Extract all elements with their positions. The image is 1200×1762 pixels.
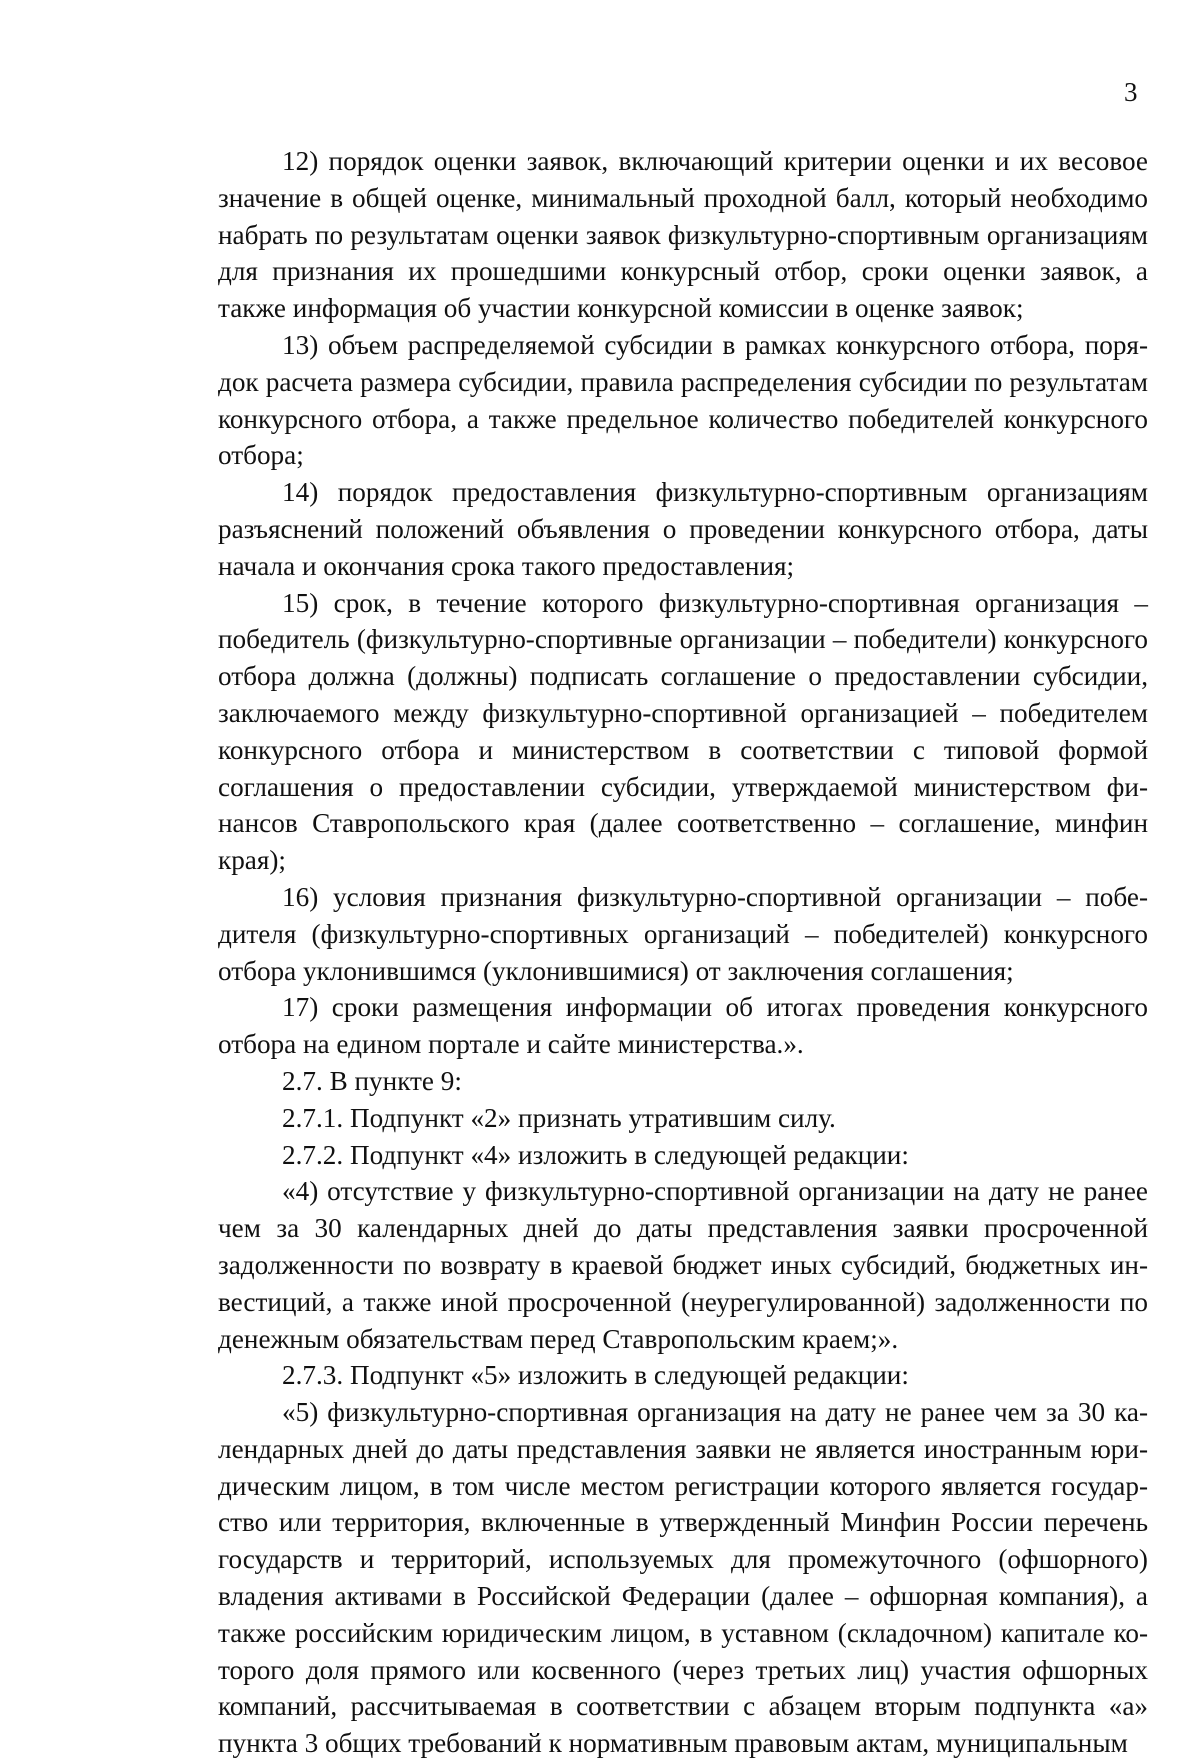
paragraph-item-15: 15) срок, в течение которого физкультурно-спортивная организация – победитель (физкультурно-спортивные организации – победители) конкурсного отбора должна (должны) подписать соглашение о предоставлении субсидии, заключаемого между физкультурно-спортивной организацией – победителем конкурсного отбора и министерством в соответствии с типовой формой соглашения о предоставлении субсидии, утверждаемой министерством финансов Ставропольского края (далее соответственно – соглашение, минфин края); xyxy=(218,587,1148,876)
paragraph-item-17: 17) сроки размещения информации об итогах проведения конкурсного отбора на едином портале и сайте министерства.». xyxy=(218,992,1148,1060)
subclause-5-text: «5) физкультурно-спортивная организация на дату не ранее чем за 30 календарных дней до даты представления заявки не является иностранным юридическим лицом, в том числе местом регистрации которого является государство или территория, включенные в утвержденный Минфин России перечень государств и территорий, используемых для промежуточного (офшорного) владения активами в Российской Федерации (далее – офшорная компания), а также российским юридическим лицом, в уставном (складочном) капитале которого доля прямого или косвенного (через третьих лиц) участия офшорных компаний, рассчитываемая в соответствии с абзацем вторым подпункта «а» пункта 3 общих требований к нормативным правовым актам, муниципальным xyxy=(218,1397,1148,1759)
paragraph-item-13: 13) объем распределяемой субсидии в рамках конкурсного отбора, порядок расчета размера субсидии, правила распределения субсидии по результатам конкурсного отбора, а также предельное количество победителей конкурсного отбора; xyxy=(218,329,1148,471)
document-body xyxy=(218,143,1148,1762)
clause-2-7-heading: 2.7. В пункте 9: xyxy=(282,1065,462,1096)
clause-2-7-1: 2.7.1. Подпункт «2» признать утратившим силу. xyxy=(282,1102,836,1133)
clause-2-7-2: 2.7.2. Подпункт «4» изложить в следующей редакции: xyxy=(282,1139,909,1170)
paragraph-item-12: 12) порядок оценки заявок, включающий критерии оценки и их весовое значение в общей оценке, минимальный проходной балл, который необходимо набрать по результатам оценки заявок физкультурно-спортивным организациям для признания их прошедшими конкурсный отбор, сроки оценки заявок, а также информация об участии конкурсной комиссии в оценке заявок; xyxy=(218,146,1148,324)
subclause-4-text: «4) отсутствие у физкультурно-спортивной организации на дату не ранее чем за 30 календарных дней до даты представления заявки просроченной задолженности по возврату в краевой бюджет иных субсидий, бюджетных инвестиций, а также иной просроченной (неурегулированной) задолженности по денежным обязательствам перед Ставропольским краем;». xyxy=(218,1176,1148,1354)
paragraph-item-14: 14) порядок предоставления физкультурно-спортивным организациям разъяснений положений объявления о проведении конкурсного отбора, даты начала и окончания срока такого предоставления; xyxy=(218,477,1148,581)
page-number: 3 xyxy=(1124,77,1138,107)
paragraph-item-16: 16) условия признания физкультурно-спортивной организации – победителя (физкультурно-спортивных организаций – победителей) конкурсного отбора уклонившимся (уклонившимися) от заключения соглашения; xyxy=(218,881,1148,986)
clause-2-7-3: 2.7.3. Подпункт «5» изложить в следующей редакции: xyxy=(282,1360,909,1391)
